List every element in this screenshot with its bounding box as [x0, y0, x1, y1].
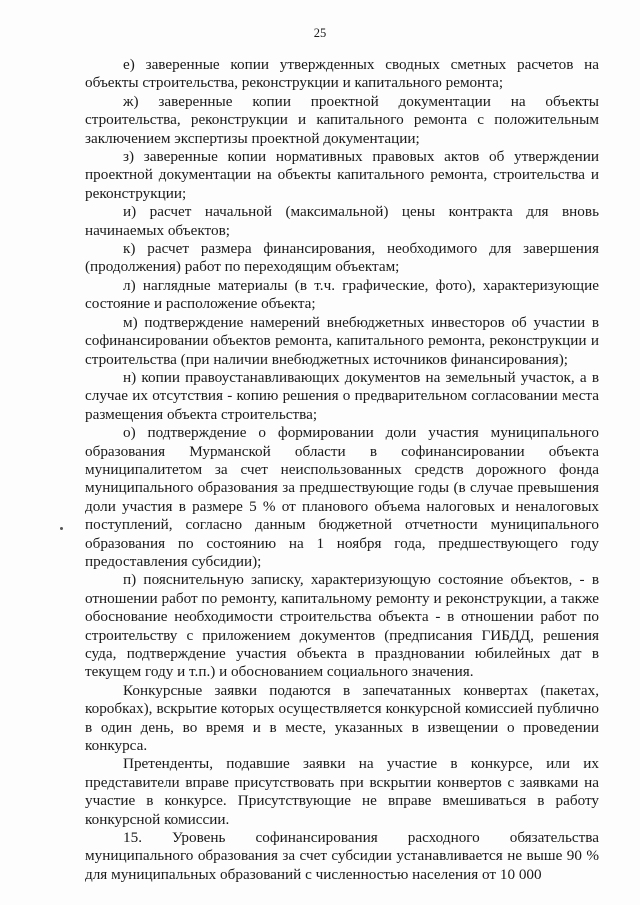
item-k: к) расчет размера финансирования, необходимого для завершения (продолжения) работ по переходящим объектам; [85, 240, 599, 276]
item-o: о) подтверждение о формировании доли участия муниципального образования Мурманской области в софинансировании объекта муниципалитетом за счет неиспользованных средств дорожного фонда муниципального образования за предшествующие годы (в случае превышения доли участия в размере 5 % от планового объема налоговых и неналоговых поступлений, согласно данным бюджетной отчетности муниципального образования по состоянию на 1 ноября года, предшествующего году предоставления субсидии); [85, 424, 599, 570]
item-l: л) наглядные материалы (в т.ч. графические, фото), характеризующие состояние и расположение объекта; [85, 276, 599, 313]
page-number: 25 [313, 26, 327, 40]
item-m: м) подтверждение намерений внебюджетных инвесторов об участии в софинансировании объектов ремонта, капитального ремонта, реконструкции и строительства (при наличии внебюджетных источников финансирования); [85, 313, 599, 368]
item-z: з) заверенные копии нормативных правовых актов об утверждении проектной документации на объекты капитального ремонта, строительства и реконструкции; [85, 148, 599, 202]
clause-15: 15. Уровень софинансирования расходного обязательства муниципального образования за счет субсидии устанавливается не выше 90 % для муниципальных образований с численностью населения от 10 000 [85, 829, 599, 883]
item-p: п) пояснительную записку, характеризующую состояние объектов, - в отношении работ по ремонту, капитальному ремонту и реконструкции, а также обоснование необходимости строительства объекта - в отношении работ по строительству с приложением документов (предписания ГИБДД, решения суда, подтверждение участия объекта в праздновании юбилейных дат в текущем году и т.п.) и обоснованием социального значения. [85, 571, 599, 681]
item-e: е) заверенные копии утвержденных сводных сметных расчетов на объекты строительства, реконструкции и капитального ремонта; [85, 56, 599, 92]
paragraph-sealed-envelopes: Конкурсные заявки подаются в запечатанных конвертах (пакетах, коробках), вскрытие которых осуществляется конкурсной комиссией публично в один день, во время и в месте, указанных в извещении о проведении конкурса. [85, 681, 599, 755]
item-zh: ж) заверенные копии проектной документации на объекты строительства, реконструкции и капитального ремонта с положительным заключением экспертизы проектной документации; [85, 92, 599, 147]
scan-speck [60, 527, 63, 530]
document-body [85, 56, 599, 884]
item-i: и) расчет начальной (максимальной) цены контракта для вновь начинаемых объектов; [85, 203, 599, 239]
item-n: н) копии правоустанавливающих документов на земельный участок, а в случае их отсутствия - копию решения о предварительном согласовании места размещения объекта строительства; [85, 368, 599, 423]
paragraph-applicants: Претенденты, подавшие заявки на участие в конкурсе, или их представители вправе присутствовать при вскрытии конвертов с заявками на участие в конкурсе. Присутствующие не вправе вмешиваться в работу конкурсной комиссии. [85, 755, 599, 828]
